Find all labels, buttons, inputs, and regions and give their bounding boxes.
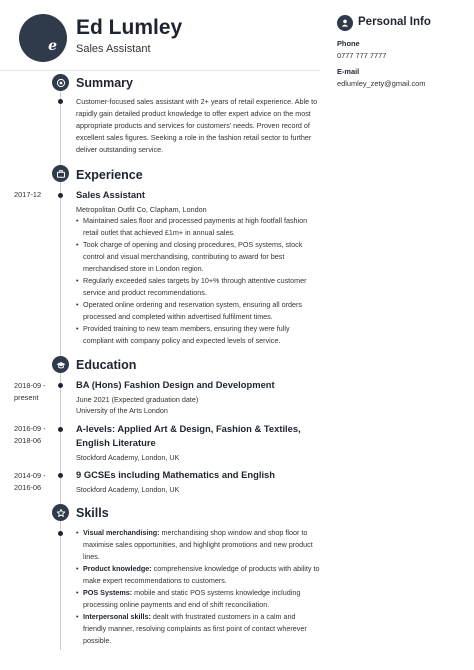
education-date-end: 2018-06 xyxy=(14,436,42,445)
list-item xyxy=(76,563,320,587)
education-school: Stockford Academy, London, UK xyxy=(76,485,180,494)
skill-name: POS Systems: xyxy=(83,588,133,597)
list-item: • Took charge of opening and closing procedures, POS systems, stock control and visual merchandising, contributing to award for best merchandised store in London region. xyxy=(76,239,320,275)
skill-text: mobile and static POS systems knowledge including processing online payments and end of shift reconciliation. xyxy=(83,588,301,609)
summary-heading: Summary xyxy=(76,76,133,90)
list-item xyxy=(76,587,320,611)
skills-list xyxy=(76,527,320,647)
email-value: edlumley_zety@gmail.com xyxy=(337,79,426,88)
education-title: BA (Hons) Fashion Design and Development xyxy=(76,379,275,390)
skill-text: dealt with frustrated customers in a calm and friendly manner, resolving complaints as first point of contact wherever possible. xyxy=(83,612,307,645)
list-item xyxy=(76,611,320,647)
briefcase-icon xyxy=(52,165,69,182)
job-company: Metropolitan Outfit Co, Clapham, London xyxy=(76,205,207,214)
skills-heading: Skills xyxy=(76,506,109,520)
education-date-end: present xyxy=(14,393,39,402)
experience-date: 2017-12 xyxy=(14,190,42,199)
target-icon xyxy=(52,74,69,91)
phone-label: Phone xyxy=(337,39,360,48)
user-icon xyxy=(337,15,353,31)
list-item: • Operated online ordering and reservation system, ensuring all orders processed and completed within advertised fulfilment times. xyxy=(76,299,320,323)
education-detail: June 2021 (Expected graduation date) xyxy=(76,395,199,404)
skill-name: Visual merchandising: xyxy=(83,528,160,537)
timeline-dot xyxy=(58,99,63,104)
phone-value: 0777 777 7777 xyxy=(337,51,387,60)
education-title: 9 GCSEs including Mathematics and English xyxy=(76,469,275,480)
graduation-cap-icon xyxy=(52,356,69,373)
skill-text: comprehensive knowledge of products with ability to make expert recommendations to customers. xyxy=(83,564,320,585)
avatar xyxy=(19,14,67,62)
education-school: Stockford Academy, London, UK xyxy=(76,453,180,462)
timeline-dot xyxy=(58,193,63,198)
header-divider xyxy=(0,70,320,71)
personal-info-heading: Personal Info xyxy=(358,16,431,28)
skill-text: merchandising shop window and shop floor to maximise sales opportunities, and highlight promotions and new product lines. xyxy=(83,528,313,561)
skill-name: Interpersonal skills: xyxy=(83,612,151,621)
star-icon xyxy=(52,504,69,521)
job-title: Sales Assistant xyxy=(76,189,145,200)
timeline-dot xyxy=(58,473,63,478)
education-title: A-levels: Applied Art & Design, Fashion & Textiles, English Literature xyxy=(76,423,301,448)
education-heading: Education xyxy=(76,358,137,372)
education-date-start: 2014-09 - xyxy=(14,471,46,480)
avatar-initial: e xyxy=(48,38,57,54)
summary-text: Customer-focused sales assistant with 2+ years of retail experience. Able to rapidly gain detailed product knowledge to offer expert advice on the most appropriate products and services for customers' needs. Proven record of excellent sales figures. Seeking a role in the fashion retail sector to further deliver outstanding service. xyxy=(76,97,318,154)
candidate-role: Sales Assistant xyxy=(76,43,151,55)
candidate-name: Ed Lumley xyxy=(76,16,183,39)
list-item: • Maintained sales floor and processed payments at high footfall fashion retail outlet that achieved £1m+ in annual sales. xyxy=(76,215,320,239)
list-item: • Provided training to new team members, ensuring they were fully compliant with company policy and expected levels of service. xyxy=(76,323,320,347)
list-item: • Regularly exceeded sales targets by 10+% through attentive customer service and product recommendations. xyxy=(76,275,320,299)
education-date-start: 2018-09 - xyxy=(14,381,46,390)
timeline-dot xyxy=(58,531,63,536)
experience-bullets xyxy=(76,215,320,347)
experience-heading: Experience xyxy=(76,168,143,182)
education-school: University of the Arts London xyxy=(76,406,168,415)
skill-name: Product knowledge: xyxy=(83,564,152,573)
email-label: E-mail xyxy=(337,67,360,76)
timeline-dot xyxy=(58,383,63,388)
list-item xyxy=(76,527,320,563)
education-date-start: 2016-09 - xyxy=(14,424,46,433)
timeline-dot xyxy=(58,427,63,432)
education-date-end: 2016-06 xyxy=(14,483,42,492)
